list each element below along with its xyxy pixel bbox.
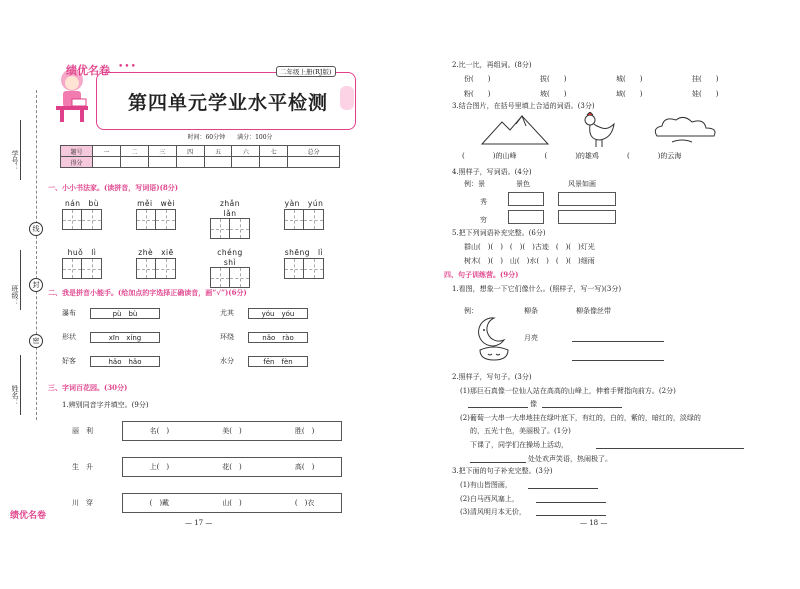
logo-dots: ••• — [118, 62, 137, 72]
pinyin-choice-box[interactable]: pù bù — [90, 308, 160, 319]
page-number-right: — 18 — — [580, 519, 608, 527]
answer-line[interactable] — [596, 448, 744, 449]
answer-line[interactable] — [572, 360, 664, 361]
score-input-cell[interactable] — [204, 157, 232, 168]
fill-blank[interactable]: 美( ) — [222, 427, 242, 435]
score-header-cell: 题号 — [61, 146, 93, 157]
idiom-row[interactable]: 群山( )( ) ( )( )古迹 ( )( )灯光 — [464, 243, 595, 251]
word-label: 好客 — [62, 357, 76, 365]
rooster-image — [578, 112, 618, 150]
brand-logo: 绩优名卷 — [66, 64, 110, 77]
mountain-image — [480, 112, 550, 148]
score-header-cell: 六 — [232, 146, 260, 157]
pinyin-item: yàn yún — [284, 198, 324, 239]
score-header-cell: 四 — [176, 146, 204, 157]
writing-grid[interactable] — [136, 258, 176, 279]
answer-line[interactable] — [536, 515, 606, 516]
score-input-cell[interactable] — [148, 157, 176, 168]
answer-box[interactable] — [558, 192, 616, 206]
underline-id — [20, 120, 21, 180]
score-header-cell: 三 — [148, 146, 176, 157]
writing-grid[interactable] — [284, 258, 324, 279]
brand-logo-bottom: 绩优名卷 — [10, 511, 47, 521]
score-header-row — [61, 146, 340, 157]
complete-sentence: (1)有山皆图画， — [460, 481, 512, 489]
fill-blank[interactable]: 名( ) — [149, 427, 170, 435]
compare-word[interactable]: 坡( ) — [540, 90, 567, 98]
score-header-cell: 五 — [204, 146, 232, 157]
compare-word[interactable]: 拔( ) — [540, 75, 567, 83]
score-header-cell: 七 — [260, 146, 288, 157]
seal-char-2: 封 — [29, 278, 43, 292]
side-label-class: 班级： — [11, 285, 19, 306]
compare-word[interactable]: 挂( ) — [692, 75, 719, 83]
score-input-cell[interactable] — [260, 157, 288, 168]
pinyin-item: zhǎn lǎn — [210, 198, 250, 239]
writing-grid[interactable] — [210, 267, 250, 288]
section-3-title: 三、字词百花园。(30分) — [48, 383, 128, 392]
score-input-cell[interactable] — [176, 157, 204, 168]
sentence-q2-b2: 的，五光十色，美丽极了。(1分) — [470, 427, 571, 435]
question-3-1: 1.辨别同音字并填空。(9分) — [62, 401, 149, 409]
answer-line[interactable] — [536, 502, 606, 503]
question-5-title: 5.把下列词语补充完整。(6分) — [452, 229, 546, 237]
word-label: 水分 — [220, 357, 234, 365]
compare-word[interactable]: 城( ) — [616, 75, 643, 83]
example-word-2: 风景如画 — [568, 180, 596, 188]
fill-blank[interactable]: 上( ) — [149, 463, 170, 471]
fill-blank[interactable]: 花( ) — [222, 463, 242, 471]
answer-line[interactable] — [528, 488, 598, 489]
pinyin-choice-box[interactable]: hǎo hǎo — [90, 356, 160, 367]
word-label: 环绕 — [220, 333, 234, 341]
fill-blank[interactable]: 山( ) — [222, 499, 242, 507]
complete-sentence: (3)清风明月本无价， — [460, 508, 526, 516]
fill-blank[interactable]: 胜( ) — [294, 427, 315, 435]
question-2-title: 2.比一比，再组词。(8分) — [452, 61, 532, 69]
caption-blank[interactable]: ( )的雄鸡 — [544, 152, 599, 160]
example-label: 例：景 — [464, 180, 485, 188]
char-item: 穷 — [480, 216, 487, 224]
char-item: 秀 — [480, 198, 487, 206]
writing-grid[interactable] — [284, 209, 324, 230]
fill-blank[interactable]: ( )戴 — [149, 499, 170, 507]
compare-word[interactable]: 粉( ) — [464, 90, 491, 98]
pinyin-grid-area — [62, 198, 352, 288]
example-word-1: 景色 — [516, 180, 530, 188]
binding-line — [36, 90, 37, 420]
sentence-q2-b1: (2)葡萄一大串一大串地挂在绿叶底下，有红的，白的，紫的，暗红的，淡绿的 — [460, 414, 701, 422]
sentence-q1-title: 1.看图，想象一下它们像什么。(照样子，写一写)(3分) — [452, 285, 622, 293]
score-input-cell[interactable] — [120, 157, 148, 168]
willow-answer: 柳条像丝带 — [576, 307, 611, 315]
corner-seal — [340, 86, 354, 110]
reading-choice-area — [62, 305, 362, 369]
score-header-cell: 二 — [120, 146, 148, 157]
pinyin-item: chéng shì — [210, 247, 250, 288]
score-header-cell: 一 — [93, 146, 121, 157]
score-header-cell: 总分 — [288, 146, 340, 157]
underline-name — [20, 355, 21, 415]
caption-blank[interactable]: ( )的山峰 — [462, 152, 517, 160]
sentence-q2-b4: 处处欢声笑语，热闹极了。 — [528, 455, 612, 463]
seal-char-3: 密 — [29, 334, 43, 348]
side-label-id: 学号： — [11, 150, 19, 171]
word-label: 形状 — [62, 333, 76, 341]
answer-box[interactable] — [508, 192, 544, 206]
answer-line[interactable] — [542, 407, 622, 408]
section-2-title: 二、我是拼音小能手。(给加点的字选择正确读音，画“√”)(6分) — [48, 288, 247, 297]
homophone-box — [122, 421, 342, 441]
section-1-title: 一、小小书法家。(读拼音，写词语)(8分) — [48, 183, 179, 192]
answer-line[interactable] — [572, 341, 664, 342]
score-value-row — [61, 157, 340, 168]
score-label-cell: 得分 — [61, 157, 93, 168]
homophone-pair: 生 升 — [72, 463, 93, 471]
pinyin-item: shēng lì — [284, 247, 324, 288]
answer-box[interactable] — [508, 210, 544, 224]
homophone-pair: 川 穿 — [72, 499, 93, 507]
grade-tag: 二年级上册(RJ版) — [276, 66, 336, 77]
page-number-left: — 17 — — [185, 519, 213, 527]
pinyin-choice-box[interactable]: nǎo rào — [248, 332, 308, 343]
pinyin-choice-box[interactable]: xīn xíng — [90, 332, 160, 343]
fill-blank[interactable]: ( )衣 — [294, 499, 315, 507]
word-label: 瀑布 — [62, 309, 76, 317]
question-4-title: 4.照样子，写词语。(4分) — [452, 168, 532, 176]
example-mark: 例： — [464, 307, 478, 315]
compare-word[interactable]: 娃( ) — [692, 90, 719, 98]
complete-sentence: (2)白马西风塞上， — [460, 495, 519, 503]
sentence-q3-title: 3.把下面的句子补充完整。(3分) — [452, 467, 553, 475]
pinyin-item: nán bù — [62, 198, 102, 239]
pinyin-item: měi wèi — [136, 198, 176, 239]
writing-grid[interactable] — [62, 209, 102, 230]
pinyin-choice-box[interactable]: fēn fèn — [248, 356, 308, 367]
answer-line[interactable] — [468, 407, 528, 408]
sentence-q2-b3: 下课了，同学们在操场上活动， — [470, 441, 568, 449]
score-input-cell[interactable] — [93, 157, 121, 168]
right-page — [400, 0, 800, 589]
pinyin-item: zhè xiē — [136, 247, 176, 288]
answer-line[interactable] — [470, 462, 526, 463]
homophone-pair: 丽 利 — [72, 427, 93, 435]
section-4-title: 四、句子训练营。(9分) — [444, 270, 519, 279]
homophone-area — [62, 420, 352, 514]
word-label: 尤其 — [220, 309, 234, 317]
pinyin-item: huǒ lì — [62, 247, 102, 288]
sentence-q2-title: 2.照样子，写句子。(3分) — [452, 373, 532, 381]
compare-word[interactable]: 域( ) — [616, 90, 643, 98]
compare-words-area — [464, 74, 744, 101]
writing-grid[interactable] — [136, 209, 176, 230]
side-label-name: 姓名： — [11, 385, 19, 406]
question-3-title: 3.结合图片，在括号里填上合适的词语。(3分) — [452, 102, 595, 110]
like-word: 像 — [530, 400, 537, 408]
writing-grid[interactable] — [62, 258, 102, 279]
underline-class — [20, 250, 21, 310]
page-title: 第四单元学业水平检测 — [127, 92, 328, 114]
fill-blank[interactable]: 高( ) — [294, 463, 315, 471]
moon-image — [474, 316, 514, 368]
moon-label: 月亮 — [524, 334, 538, 342]
exam-meta: 时间：60分钟 满分：100分 — [187, 134, 273, 141]
score-input-cell[interactable] — [232, 157, 260, 168]
compare-word[interactable]: 份( ) — [464, 75, 491, 83]
cloud-sea-image — [652, 114, 722, 146]
pinyin-choice-box[interactable]: yóu yóu — [248, 308, 308, 319]
score-table — [60, 145, 340, 168]
score-input-cell[interactable] — [288, 157, 340, 168]
willow-label: 柳条 — [524, 307, 538, 315]
answer-box[interactable] — [558, 210, 616, 224]
seal-char-1: 线 — [29, 222, 43, 236]
idiom-row[interactable]: 树木( )( ) 山( )水( ) ( )( )细雨 — [464, 257, 595, 265]
picture-captions — [462, 151, 681, 161]
homophone-box — [122, 457, 342, 477]
caption-blank[interactable]: ( )的云海 — [626, 152, 682, 160]
writing-grid[interactable] — [210, 218, 250, 239]
homophone-box — [122, 493, 342, 513]
sentence-q2-a: (1)那巨石真像一位仙人站在高高的山峰上，伸着手臂指向前方。(2分) — [460, 387, 676, 395]
